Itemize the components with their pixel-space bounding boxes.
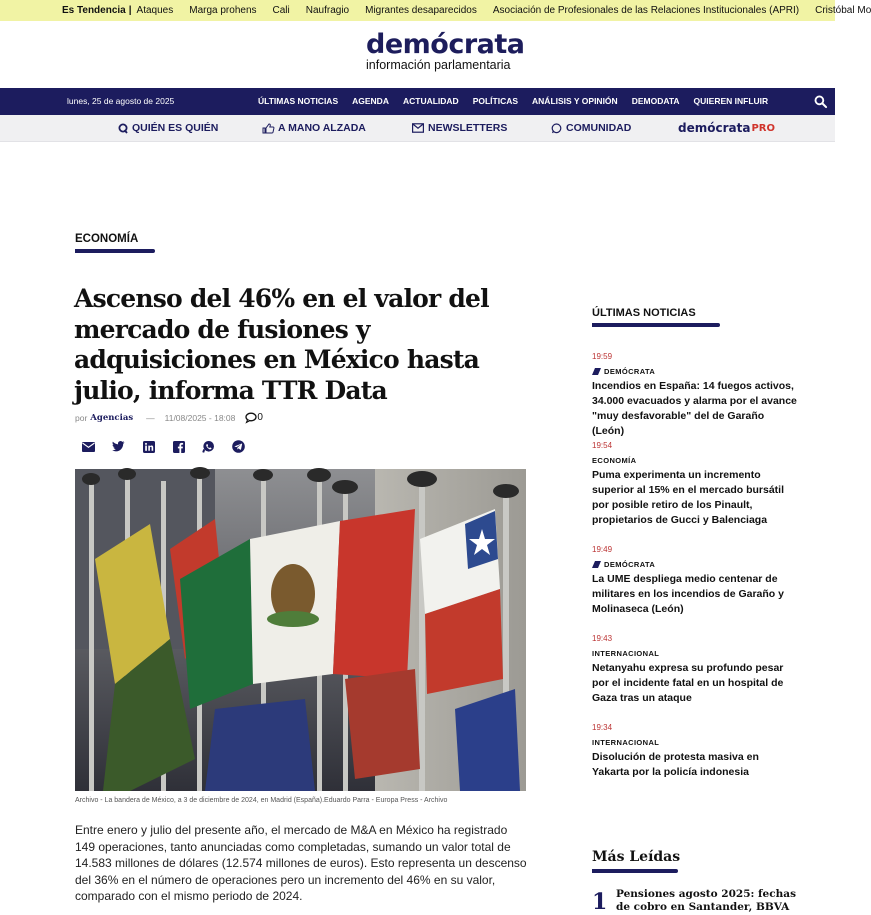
news-time: 19:49 [592, 545, 613, 554]
news-time: 19:54 [592, 441, 613, 450]
trending-link[interactable]: Migrantes desaparecidos [365, 5, 477, 16]
trending-bar [0, 0, 871, 21]
trending-link[interactable]: Asociación de Profesionales de las Relaciones Institucionales (APRI) [492, 5, 800, 16]
nav-menu [258, 96, 782, 106]
article-headline: Ascenso del 46% en el valor del mercado de fusiones y adquisiciones en México hasta julio, informa TTR Data [74, 284, 489, 405]
trending-label: Es Tendencia [62, 5, 126, 16]
nav-item-analisis-opinion[interactable]: ANÁLISIS Y OPINIÓN [532, 96, 618, 106]
nav-item-agenda[interactable]: AGENDA [352, 96, 389, 106]
current-date: lunes, 25 de agosto de 2025 [67, 96, 175, 106]
nav-item-ultimas-noticias[interactable]: ÚLTIMAS NOTICIAS [258, 96, 339, 106]
article-meta [75, 412, 263, 423]
secondary-nav [0, 115, 835, 142]
news-time: 19:34 [592, 723, 613, 732]
thumbs-up-icon [262, 123, 274, 134]
pro-suffix: PRO [751, 122, 775, 134]
democrata-pro-link[interactable] [678, 121, 775, 135]
news-tag: INTERNACIONAL [592, 738, 660, 747]
news-time: 19:43 [592, 634, 613, 643]
logo-tagline: información parlamentaria [366, 58, 511, 72]
news-item[interactable] [592, 545, 797, 617]
article-category[interactable]: ECONOMÍA [75, 233, 139, 245]
rank-number: 1 [592, 889, 608, 915]
trending-link[interactable]: Naufragio [305, 5, 350, 16]
envelope-icon [412, 123, 424, 133]
news-tag [592, 367, 797, 376]
meta-dash: — [146, 412, 155, 423]
telegram-icon[interactable] [231, 439, 246, 454]
category-underline [75, 249, 155, 253]
news-tag [592, 560, 797, 569]
search-icon[interactable] [814, 95, 827, 108]
news-title: Disolución de protesta masiva en Yakarta por la policía indonesia [592, 751, 759, 778]
trending-link[interactable]: Marga prohens [189, 5, 257, 16]
quien-label: QUIÉN ES QUIÉN [132, 122, 219, 134]
newsletters-label: NEWSLETTERS [428, 122, 508, 134]
comunidad-link[interactable] [551, 122, 631, 134]
article-photo [75, 469, 526, 791]
sidebar-title-underline [592, 323, 720, 327]
by-label: por [75, 412, 88, 423]
democrata-flag-icon [592, 368, 601, 375]
news-tag-label: DEMÓCRATA [604, 560, 656, 569]
news-title: Netanyahu expresa su profundo pesar por el incidente fatal en un hospital de Gaza tras un ataque [592, 662, 784, 704]
article-body: Entre enero y julio del presente año, el mercado de M&A en México ha registrado 149 operaciones, tanto anunciadas como completadas, sumando un valor total de 14.583 millones de dólares (12.574 millones de euros). Esto representa un descenso del 36% en el número de operaciones pero un incremento del 46% en su valor, comparado con el mismo periodo de 2024. [75, 823, 527, 903]
news-title: Incendios en España: 14 fuegos activos, 34.000 evacuados y alarma por el avance "muy desfavorable" del de Garaño (León) [592, 380, 797, 437]
logo-name: demócrata [366, 29, 525, 60]
share-bar [81, 439, 261, 454]
linkedin-icon[interactable] [141, 439, 156, 454]
nav-item-quieren-influir[interactable]: QUIEREN INFLUIR [693, 96, 769, 106]
trending-link[interactable]: Ataques [136, 5, 174, 16]
news-item[interactable] [592, 441, 797, 528]
author-link[interactable]: Agencias [90, 412, 134, 423]
site-header [0, 21, 835, 88]
quien-es-quien-link[interactable] [118, 122, 218, 134]
news-item[interactable] [592, 723, 797, 780]
news-item[interactable] [592, 634, 797, 706]
facebook-icon[interactable] [171, 439, 186, 454]
photo-caption: Archivo - La bandera de México, a 3 de diciembre de 2024, en Madrid (España).Eduardo Parra - Europa Press - Archivo [75, 797, 448, 804]
email-icon[interactable] [81, 439, 96, 454]
comunidad-label: COMUNIDAD [566, 122, 632, 134]
news-tag: INTERNACIONAL [592, 649, 660, 658]
nav-item-demodata[interactable]: DEMODATA [631, 96, 680, 106]
trending-separator: | [128, 5, 132, 16]
most-read-title[interactable]: Pensiones agosto 2025: fechas de cobro en Santander, BBVA [616, 888, 796, 913]
trending-link[interactable]: Cristóbal Mo [815, 5, 871, 16]
news-title: Puma experimenta un incremento superior al 15% en el mercado bursátil por posible retiro de los Pinault, propietarios de Gucci y Balenciaga [592, 469, 784, 526]
comment-icon [245, 412, 257, 423]
mas-leidas-title: Más Leídas [592, 849, 681, 865]
mas-leidas-underline [592, 869, 678, 873]
newsletters-link[interactable] [412, 122, 507, 134]
publish-date: 11/08/2025 - 18:08 [164, 412, 236, 423]
whatsapp-icon[interactable] [201, 439, 216, 454]
news-item[interactable] [592, 352, 797, 439]
twitter-icon[interactable] [111, 439, 126, 454]
democrata-flag-icon [592, 561, 601, 568]
a-mano-alzada-link[interactable] [262, 122, 366, 134]
q-icon [118, 123, 128, 134]
news-tag: ECONOMÍA [592, 456, 637, 465]
site-logo[interactable] [366, 30, 531, 72]
news-time: 19:59 [592, 352, 613, 361]
news-tag-label: DEMÓCRATA [604, 367, 656, 376]
news-title: La UME despliega medio centenar de militares en los incendios de Garaño y Molinaseca (León) [592, 573, 784, 615]
nav-item-actualidad[interactable]: ACTUALIDAD [402, 96, 459, 106]
mano-label: A MANO ALZADA [278, 122, 366, 134]
sidebar-title: ÚLTIMAS NOTICIAS [592, 307, 696, 319]
pro-brand: demócrata [678, 121, 751, 135]
nav-item-politicas[interactable]: POLÍTICAS [472, 96, 519, 106]
comment-count: 0 [257, 412, 263, 423]
comments-link[interactable] [245, 412, 263, 423]
whatsapp-icon [551, 123, 562, 134]
trending-link[interactable]: Cali [272, 5, 290, 16]
main-nav [0, 88, 835, 115]
